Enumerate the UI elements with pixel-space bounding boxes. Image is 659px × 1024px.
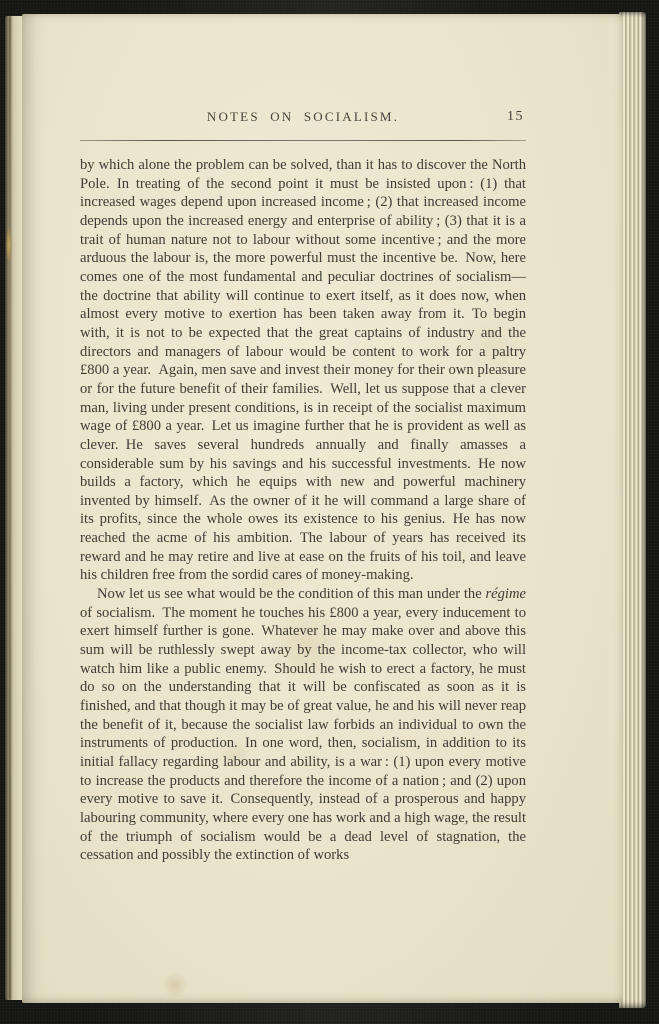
running-head <box>80 109 526 129</box>
page-number: 15 <box>507 109 524 124</box>
page-body <box>80 156 526 865</box>
text-segment: Now let us see what would be the condition of this man under the <box>97 586 486 603</box>
book-page <box>22 14 623 1003</box>
text-segment: of socialism. The moment he touches his £800 a year, every inducement to exert himself further is gone. Whatever he may make over and above this sum will be ruthlessly swept away by the income-tax collector, who will watch him like a public enemy. Should he wish to erect a factory, he must do so on the understanding that it will be confiscated as soon as it is finished, and that though it may be of great value, he and his will never reap the benefit of it, because the socialist law forbids an individual to own the instruments of production. In one word, then, socialism, in addition to its initial fallacy regarding labour and ability, is a war : (1) upon every motive to increase the products and therefore the income of a nation ; and (2) upon every motive to save it. Consequently, instead of a prosperous and happy labouring community, where every one has work and a high wage, the result of the triumph of socialism would be a dead level of stagnation, the cessation and possibly the extinction of works <box>80 604 526 864</box>
text-column <box>80 109 526 865</box>
running-title: NOTES ON SOCIALISM. <box>206 109 400 124</box>
italic-text-segment: régime <box>485 586 526 603</box>
text-segment: by which alone the problem can be solved, than it has to discover the North Pole. In treating of the second point it must be insisted upon : (1) that increased wages depend upon increased income ; (2) that increased income depends upon the increased energy and enterprise of ability ; (3) that it is a trait of human nature not to labour without some incentive ; and the more arduous the labour is, the more powerful must the incentive be. Now, here comes one of the most fundamental and peculiar doctrines of socialism—the doctrine that ability will continue to exert itself, as it does now, when almost every motive to exertion has been taken away from it. To begin with, it is not to be expected that the great captains of industry and the directors and managers of labour would be content to work for a paltry £800 a year. Again, men save and invest their money for their own pleasure or for the future benefit of their families. Well, let us suppose that a clever man, living under present conditions, is in receipt of the socialist maximum wage of £800 a year. Let us imagine further that he is provident as well as clever. He saves several hundreds annually and finally amasses a considerable sum by his savings and his successful investments. He now builds a factory, which he equips with new and powerful machinery invented by himself. As the owner of it he will command a large share of its profits, since the whole owes its existence to his genius. He has now reached the acme of his ambition. The labour of years has received its reward and he may retire and live at ease on the fruits of his toil, and leave his children free from the sordid cares of money-making. <box>80 157 526 584</box>
binding-thread <box>6 228 12 262</box>
binding-crease <box>9 16 11 1000</box>
right-page-edges <box>619 12 646 1008</box>
header-rule <box>80 140 526 141</box>
left-page-edges <box>5 16 22 1000</box>
paragraph <box>80 585 526 865</box>
paragraph <box>80 156 526 585</box>
